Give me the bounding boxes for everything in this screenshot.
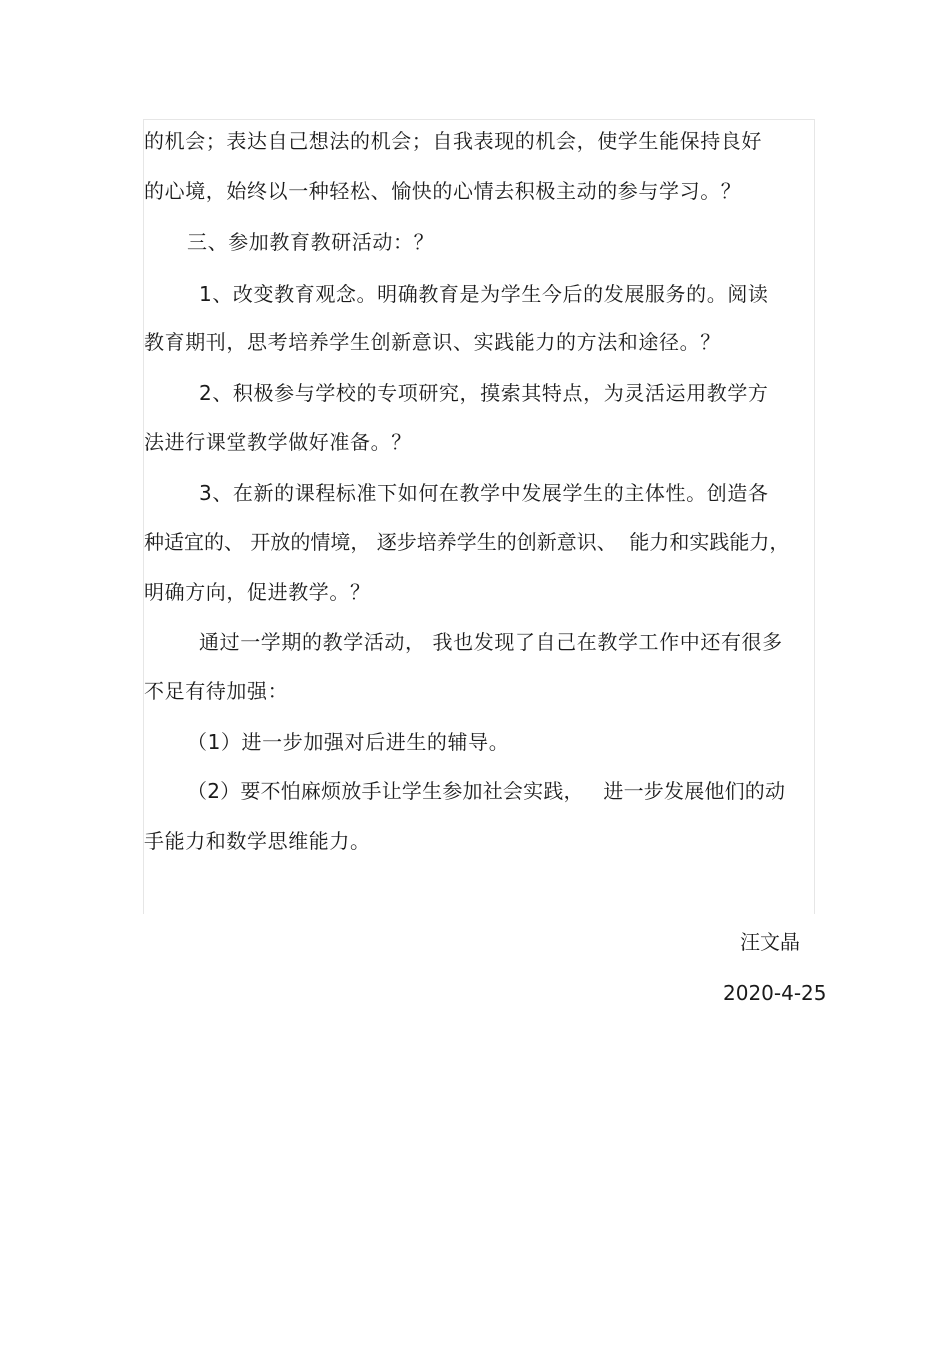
section-heading: 三、参加教育教研活动：？ — [187, 230, 435, 254]
paragraph-line: 的心境，始终以一种轻松、愉快的心情去积极主动的参与学习。？ — [144, 179, 742, 203]
paragraph-line: 3、在新的课程标准下如何在教学中发展学生的主体性。创造各 — [199, 481, 769, 505]
paragraph-line: 手能力和数学思维能力。 — [144, 829, 371, 853]
paragraph-line: 的机会；表达自己想法的机会；自我表现的机会，使学生能保持良好 — [144, 129, 762, 153]
frame-top-border — [143, 119, 815, 120]
list-item: （1）进一步加强对后进生的辅导。 — [187, 730, 510, 754]
paragraph-line: 明确方向，促进教学。？ — [144, 580, 371, 604]
list-item: （2）要不怕麻烦放手让学生参加社会实践， 进一步发展他们的动 — [187, 779, 786, 803]
paragraph-line: 不足有待加强： — [144, 679, 289, 703]
paragraph-line: 2、积极参与学校的专项研究，摸索其特点，为灵活运用教学方 — [199, 381, 769, 405]
frame-left-border — [143, 119, 144, 914]
date: 2020-4-25 — [723, 981, 827, 1005]
paragraph-line: 法进行课堂教学做好准备。？ — [144, 430, 412, 454]
paragraph-line: 种适宜的、 开放的情境， 逐步培养学生的创新意识、 能力和实践能力， — [144, 530, 790, 554]
paragraph-line: 通过一学期的教学活动， 我也发现了自己在教学工作中还有很多 — [199, 630, 783, 654]
paragraph-line: 教育期刊，思考培养学生创新意识、实践能力的方法和途径。？ — [144, 330, 721, 354]
paragraph-line: 1、改变教育观念。明确教育是为学生今后的发展服务的。阅读 — [199, 282, 769, 306]
frame-right-border — [814, 119, 815, 914]
signature: 汪文晶 — [740, 930, 800, 954]
